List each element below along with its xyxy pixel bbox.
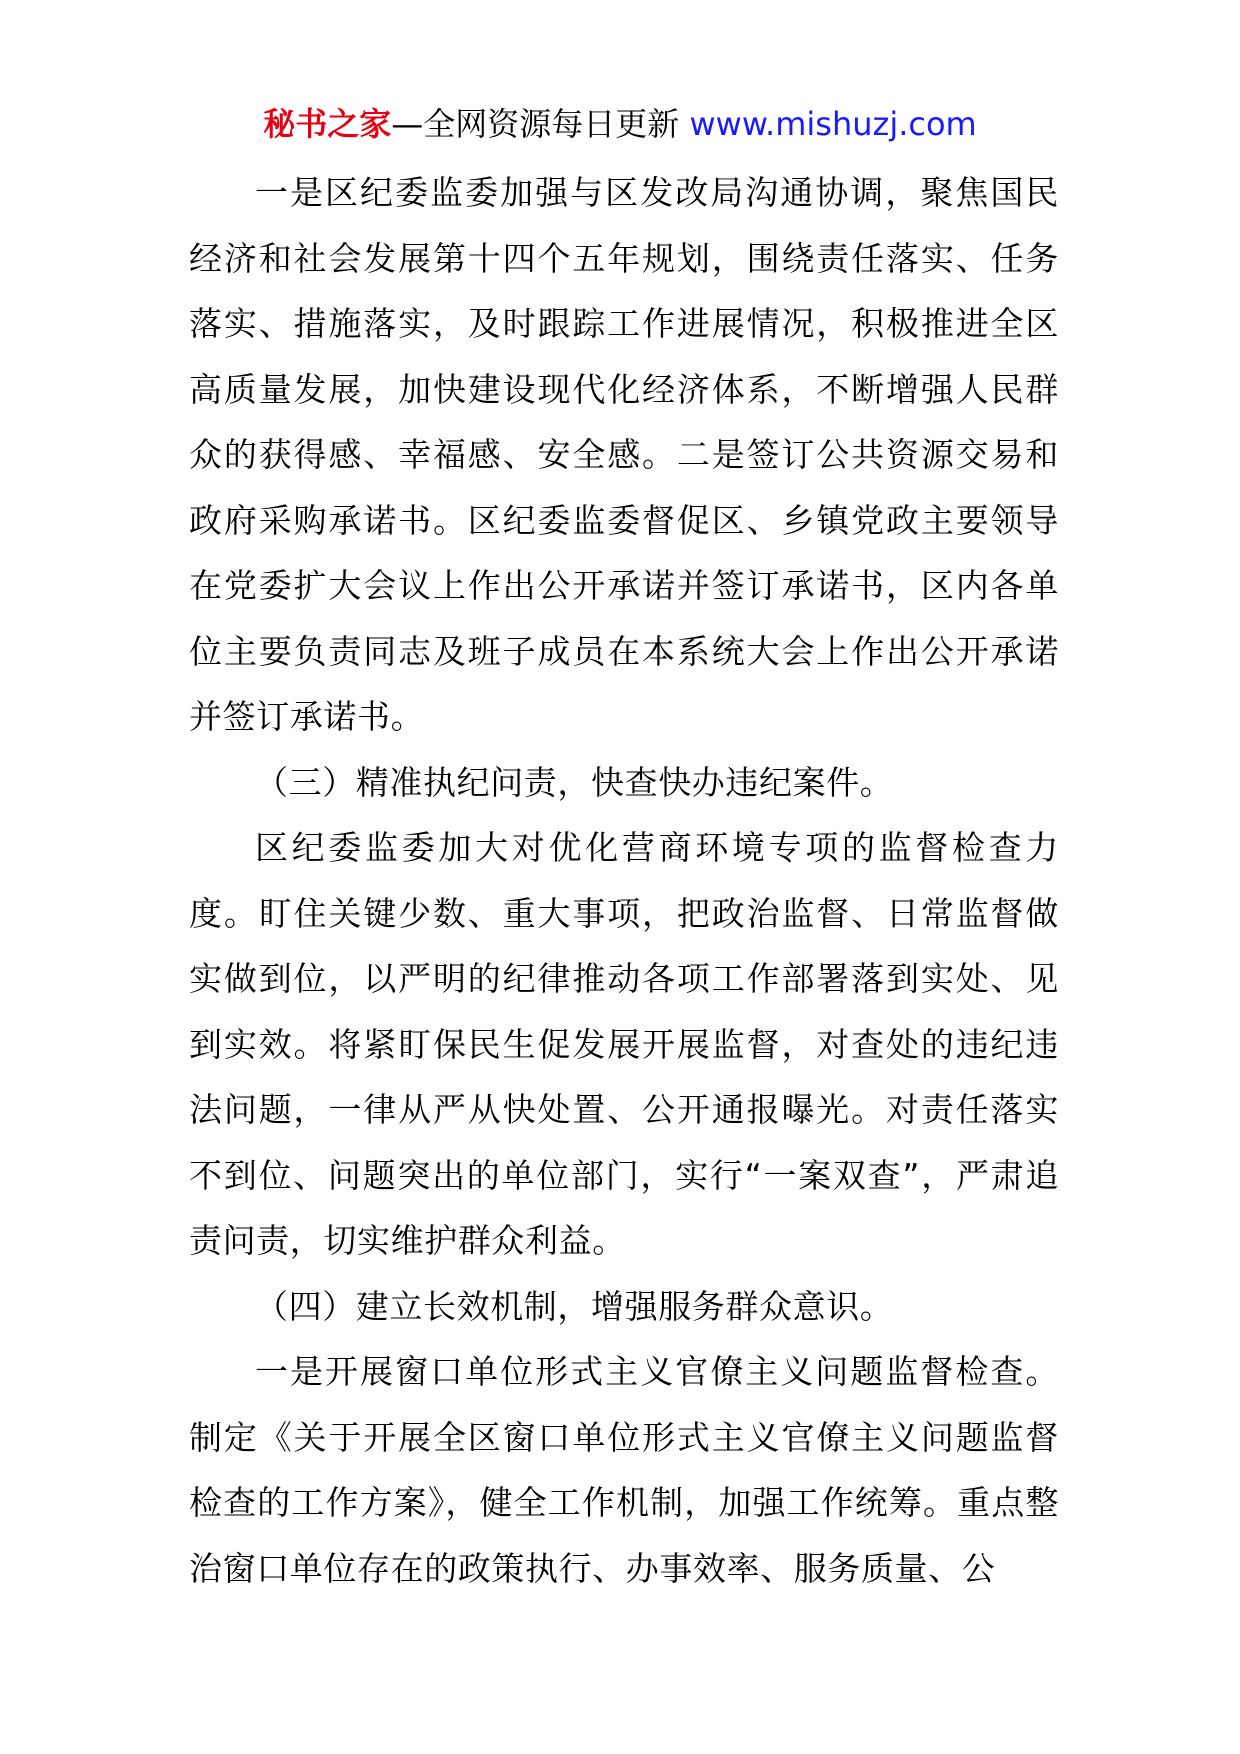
site-header [0, 100, 1240, 148]
site-url-link[interactable]: www.mishuzj.com [689, 105, 977, 143]
site-slogan: —全网资源每日更新 [391, 105, 690, 143]
paragraph-2: 区纪委监委加大对优化营商环境专项的监督检查力度。盯住关键少数、重大事项，把政治监督、日常监督做实做到位，以严明的纪律推动各项工作部署落到实处、见到实效。将紧盯保民生促发展开展监督，对查处的违纪违法问题，一律从严从快处置、公开通报曝光。对责任落实不到位、问题突出的单位部门，实行“一案双查”，严肃追责问责，切实维护群众利益。 [189, 828, 1059, 1260]
document-body [189, 160, 1059, 1601]
section-heading-4: （四）建立长效机制，增强服务群众意识。 [255, 1286, 894, 1326]
paragraph-1: 一是区纪委监委加强与区发改局沟通协调，聚焦国民经济和社会发展第十四个五年规划，围绕责任落实、任务落实、措施落实，及时跟踪工作进展情况，积极推进全区高质量发展，加快建设现代化经济体系，不断增强人民群众的获得感、幸福感、安全感。二是签订公共资源交易和政府采购承诺书。区纪委监委督促区、乡镇党政主要领导在党委扩大会议上作出公开承诺并签订承诺书，区内各单位主要负责同志及班子成员在本系统大会上作出公开承诺并签订承诺书。 [189, 173, 1059, 736]
paragraph-3: 一是开展窗口单位形式主义官僚主义问题监督检查。制定《关于开展全区窗口单位形式主义官僚主义问题监督检查的工作方案》，健全工作机制，加强工作统筹。重点整治窗口单位存在的政策执行、办事效率、服务质量、公 [189, 1352, 1059, 1588]
section-heading-3: （三）精准执纪问责，快查快办违纪案件。 [255, 762, 894, 802]
site-brand: 秘书之家 [263, 105, 392, 143]
